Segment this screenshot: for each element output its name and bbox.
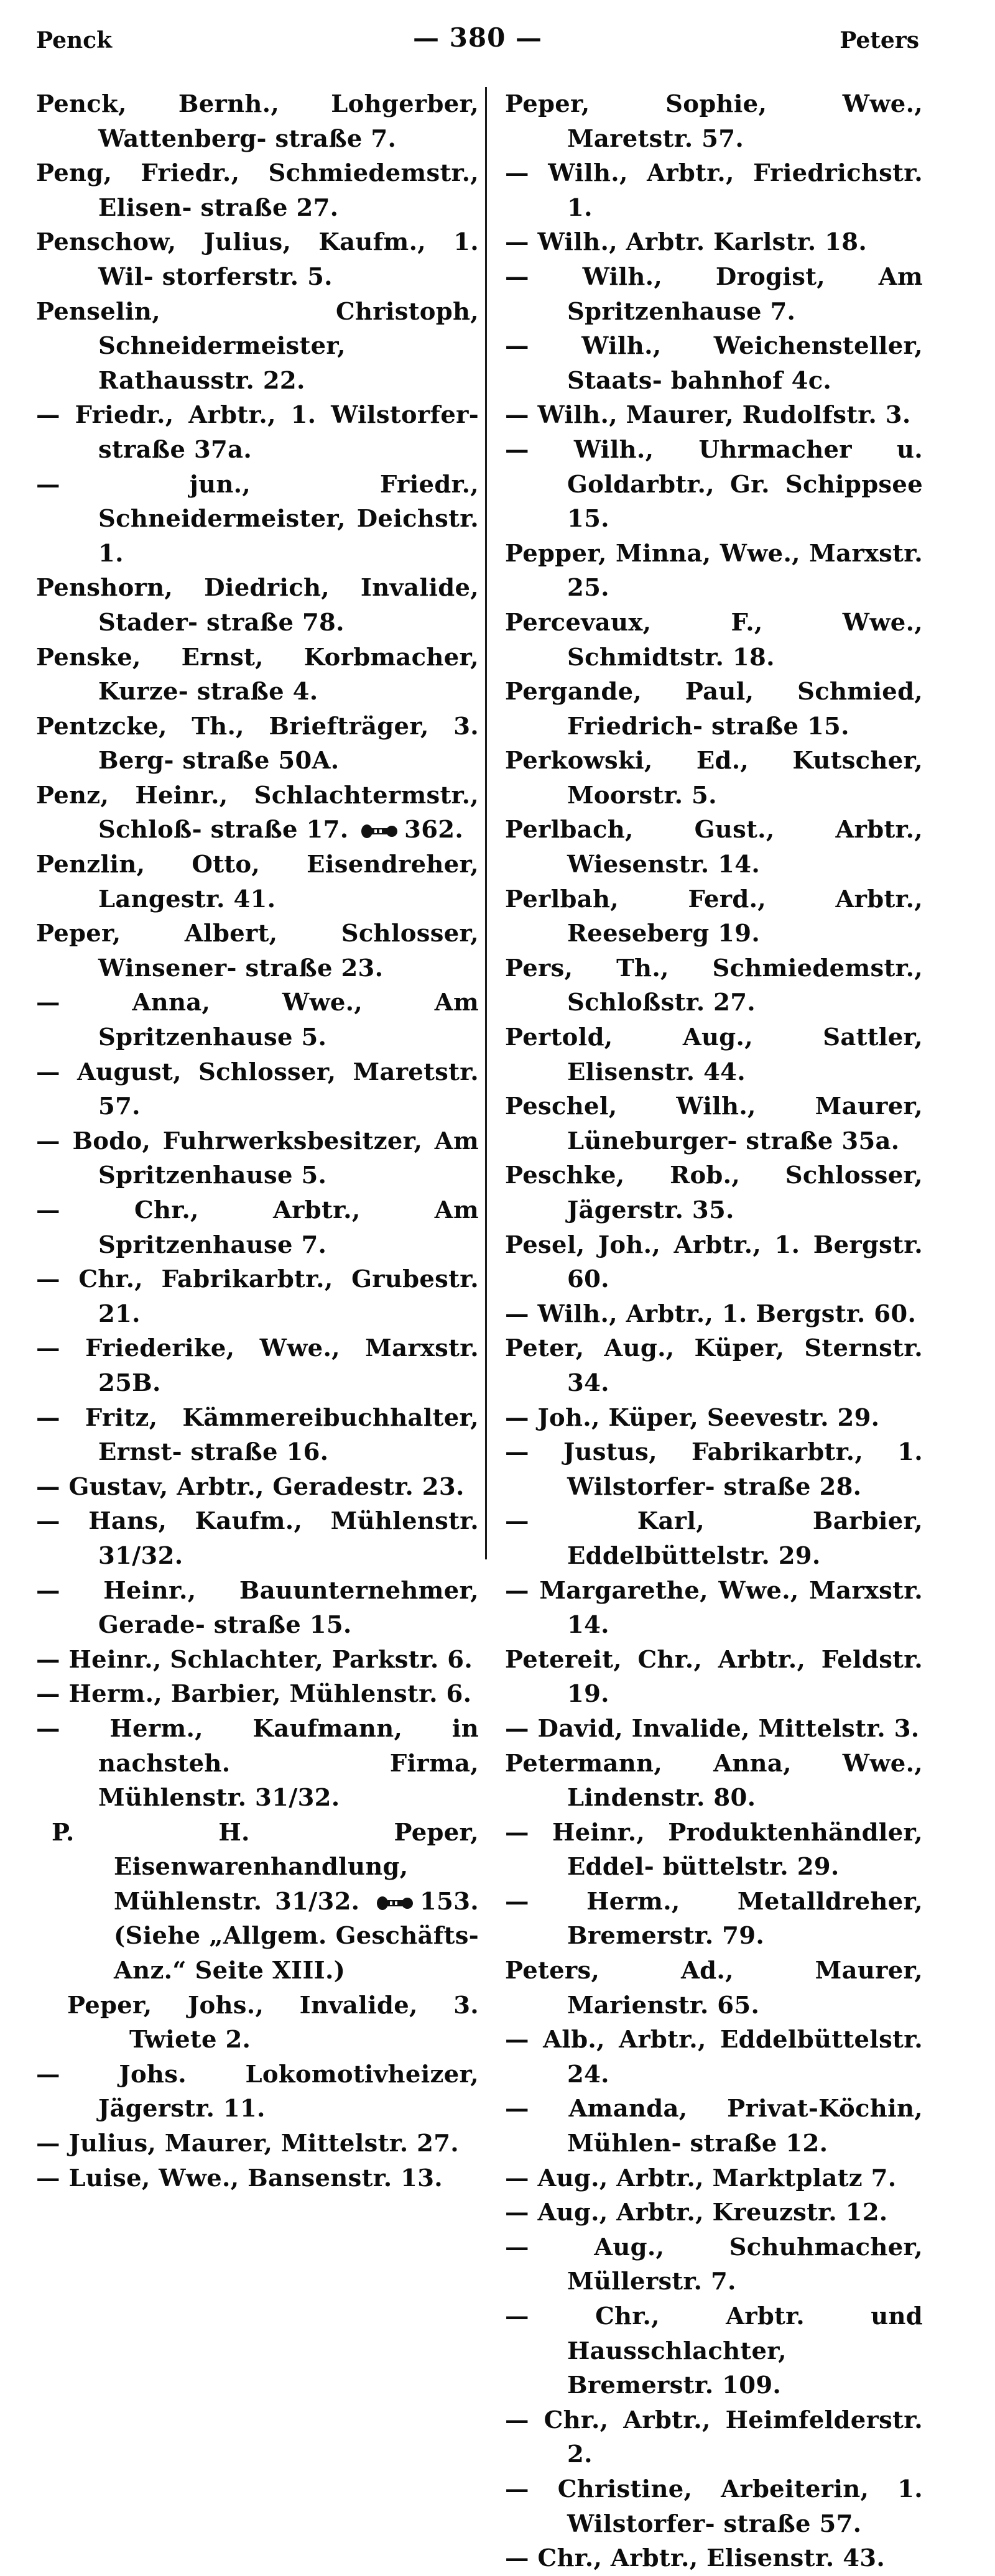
- directory-entry: [36, 468, 479, 571]
- directory-entry: [505, 813, 923, 882]
- directory-entry: [36, 156, 479, 225]
- left-column: [36, 87, 479, 2192]
- directory-entry: [36, 640, 479, 709]
- entry-text: — Aug., Arbtr., Marktplatz 7.: [505, 2164, 897, 2192]
- directory-entry: [36, 916, 479, 986]
- entry-text: Penz, Heinr., Schlachtermstr., Schloß- straße 17.: [36, 781, 479, 844]
- entry-text: — Margarethe, Wwe., Marxstr. 14.: [505, 1576, 923, 1640]
- entry-text: — Johs. Lokomotivheizer, Jägerstr. 11.: [36, 2060, 479, 2123]
- directory-entry: [36, 778, 479, 847]
- directory-entry: [36, 1988, 479, 2057]
- directory-entry: [505, 2403, 923, 2472]
- directory-entry: [36, 1643, 479, 1678]
- entry-text: Penselin, Christoph, Schneidermeister, Rathausstr. 22.: [36, 297, 479, 395]
- page-header: [36, 22, 919, 60]
- entry-text: — Heinr., Bauunternehmer, Gerade- straße 15.: [36, 1576, 479, 1640]
- entry-text: — Wilh., Weichensteller, Staats- bahnhof 4c.: [505, 332, 923, 395]
- entry-text: — Chr., Arbtr., Elisenstr. 43.: [505, 2544, 886, 2573]
- entry-text: Perkowski, Ed., Kutscher, Moorstr. 5.: [505, 747, 923, 810]
- entry-text: — Chr., Fabrikarbtr., Grubestr. 21.: [36, 1265, 479, 1328]
- entry-text: Pergande, Paul, Schmied, Friedrich- straße 15.: [505, 678, 923, 741]
- directory-entry: [36, 1124, 479, 1193]
- directory-entry: [505, 87, 923, 156]
- directory-entry: [505, 1712, 923, 1747]
- entry-text: Penshorn, Diedrich, Invalide, Stader- straße 78.: [36, 574, 479, 637]
- directory-entry: [36, 709, 479, 778]
- directory-entry: [36, 986, 479, 1055]
- entry-text: — Wilh., Uhrmacher u. Goldarbtr., Gr. Schippsee 15.: [505, 435, 923, 533]
- directory-entry: [505, 951, 923, 1020]
- entry-text: Peng, Friedr., Schmiedemstr., Elisen- straße 27.: [36, 159, 479, 222]
- entry-text: — Wilh., Arbtr. Karlstr. 18.: [505, 228, 868, 257]
- directory-entry: [36, 225, 479, 294]
- directory-entry: [505, 1504, 923, 1573]
- entry-text: Pentzcke, Th., Briefträger, 3. Berg- straße 50A.: [36, 712, 479, 775]
- entry-text: — Bodo, Fuhrwerksbesitzer, Am Spritzenhause 5.: [36, 1127, 479, 1190]
- entry-text: — Gustav, Arbtr., Geradestr. 23.: [36, 1472, 465, 1501]
- directory-entry: [36, 2057, 479, 2126]
- entry-text: — Chr., Arbtr., Heimfelderstr. 2.: [505, 2406, 923, 2469]
- directory-entry: [505, 1574, 923, 1643]
- directory-entry: [505, 744, 923, 813]
- directory-entry: [505, 1816, 923, 1885]
- directory-entry: [505, 1089, 923, 1158]
- entry-text: — Chr., Arbtr. und Hausschlachter, Bremerstr. 109.: [505, 2302, 923, 2400]
- entry-text: Peschel, Wilh., Maurer, Lüneburger- straße 35a.: [505, 1092, 923, 1155]
- directory-entry: [36, 1331, 479, 1400]
- page-number: — 380 —: [413, 22, 542, 53]
- directory-entry: [505, 329, 923, 398]
- entry-text: — Chr., Arbtr., Am Spritzenhause 7.: [36, 1196, 479, 1259]
- entry-text: — Justus, Fabrikarbtr., 1. Wilstorfer- straße 28.: [505, 1438, 923, 1501]
- directory-entry: [36, 1055, 479, 1124]
- entry-text: Perlbah, Ferd., Arbtr., Reeseberg 19.: [505, 885, 923, 948]
- directory-entry: [505, 2472, 923, 2541]
- directory-entry: [36, 1677, 479, 1712]
- phone-number: 153.: [420, 1887, 479, 1916]
- directory-entry: [505, 1435, 923, 1504]
- header-last-name: Peters: [840, 27, 919, 53]
- entry-text: P. H. Peper, Eisenwarenhandlung, Mühlenstr. 31/32.: [52, 1818, 479, 1916]
- entry-text: — August, Schlosser, Maretstr. 57.: [36, 1058, 479, 1121]
- entry-text: — Heinr., Produktenhändler, Eddel- büttelstr. 29.: [505, 1818, 923, 1881]
- directory-entry: [36, 1504, 479, 1573]
- directory-entry: [36, 2126, 479, 2161]
- entry-text: — Aug., Arbtr., Kreuzstr. 12.: [505, 2199, 888, 2227]
- header-first-name: Penck: [36, 27, 113, 53]
- entry-text: — Wilh., Maurer, Rudolfstr. 3.: [505, 401, 911, 430]
- directory-entry: [36, 1262, 479, 1331]
- entry-text: — David, Invalide, Mittelstr. 3.: [505, 1714, 920, 1743]
- entry-text: — Christine, Arbeiterin, 1. Wilstorfer- straße 57.: [505, 2475, 923, 2538]
- entry-text: — Herm., Barbier, Mühlenstr. 6.: [36, 1680, 472, 1709]
- directory-entry: [36, 1574, 479, 1643]
- entry-text: — Karl, Barbier, Eddelbüttelstr. 29.: [505, 1507, 923, 1570]
- directory-entry: [36, 571, 479, 640]
- right-column: [505, 87, 923, 2573]
- telephone-icon: [361, 823, 398, 839]
- entry-text: — Alb., Arbtr., Eddelbüttelstr. 24.: [505, 2026, 923, 2089]
- entry-text: — Wilh., Arbtr., Friedrichstr. 1.: [505, 159, 923, 222]
- entry-text: Penske, Ernst, Korbmacher, Kurze- straße 4.: [36, 643, 479, 706]
- directory-entry: [505, 260, 923, 329]
- directory-entry: [505, 156, 923, 225]
- directory-entry: [36, 1816, 479, 1988]
- entry-text: — Amanda, Privat-Köchin, Mühlen- straße 12.: [505, 2095, 923, 2158]
- directory-entry: [505, 2161, 923, 2196]
- directory-entry: [505, 882, 923, 951]
- directory-entry: [505, 1643, 923, 1712]
- entry-text: Peschke, Rob., Schlosser, Jägerstr. 35.: [505, 1161, 923, 1224]
- directory-entry: [505, 398, 923, 433]
- entry-text: — Wilh., Arbtr., 1. Bergstr. 60.: [505, 1300, 917, 1328]
- entry-text: — Herm., Metalldreher, Bremerstr. 79.: [505, 1887, 923, 1950]
- entry-text: — Heinr., Schlachter, Parkstr. 6.: [36, 1645, 473, 1674]
- directory-entry: [36, 1193, 479, 1262]
- directory-entry: [505, 537, 923, 606]
- entry-text: — Joh., Küper, Seevestr. 29.: [505, 1403, 880, 1432]
- entry-text: Peters, Ad., Maurer, Marienstr. 65.: [505, 1957, 923, 2020]
- entry-text: — Aug., Schuhmacher, Müllerstr. 7.: [505, 2233, 923, 2296]
- entry-note: (Siehe „Allgem. Geschäfts-Anz.“ Seite XIII.): [114, 1922, 479, 1985]
- entry-text: Penschow, Julius, Kaufm., 1. Wil- storferstr. 5.: [36, 228, 479, 291]
- entry-text: Penck, Bernh., Lohgerber, Wattenberg- straße 7.: [36, 90, 479, 153]
- entry-text: — Hans, Kaufm., Mühlenstr. 31/32.: [36, 1507, 479, 1570]
- directory-entry: [505, 2023, 923, 2092]
- entry-text: Peper, Johs., Invalide, 3. Twiete 2.: [67, 1991, 479, 2054]
- directory-entry: [505, 1331, 923, 1400]
- entry-text: Perlbach, Gust., Arbtr., Wiesenstr. 14.: [505, 816, 923, 879]
- entry-text: Peper, Sophie, Wwe., Maretstr. 57.: [505, 90, 923, 153]
- directory-entry: [36, 1712, 479, 1816]
- directory-entry: [36, 847, 479, 916]
- directory-entry: [36, 1470, 479, 1505]
- directory-entry: [505, 2299, 923, 2403]
- directory-entry: [505, 2092, 923, 2161]
- entry-text: Pesel, Joh., Arbtr., 1. Bergstr. 60.: [505, 1230, 923, 1294]
- entry-text: Petereit, Chr., Arbtr., Feldstr. 19.: [505, 1645, 923, 1709]
- entry-text: Percevaux, F., Wwe., Schmidtstr. 18.: [505, 608, 923, 672]
- directory-entry: [505, 1747, 923, 1816]
- directory-entry: [505, 675, 923, 744]
- telephone-icon: [376, 1895, 414, 1911]
- directory-entry: [505, 1885, 923, 1954]
- entry-text: — jun., Friedr., Schneidermeister, Deichstr. 1.: [36, 470, 479, 568]
- entry-text: — Herm., Kaufmann, in nachsteh. Firma, Mühlenstr. 31/32.: [36, 1714, 479, 1812]
- directory-entry: [505, 606, 923, 675]
- directory-entry: [36, 295, 479, 399]
- entry-text: — Anna, Wwe., Am Spritzenhause 5.: [36, 989, 479, 1052]
- entry-text: — Friedr., Arbtr., 1. Wilstorfer- straße 37a.: [36, 401, 479, 464]
- directory-entry: [36, 1401, 479, 1470]
- directory-entry: [505, 1020, 923, 1089]
- directory-entry: [505, 1401, 923, 1436]
- entry-text: Penzlin, Otto, Eisendreher, Langestr. 41.: [36, 851, 479, 913]
- directory-entry: [505, 1158, 923, 1227]
- column-divider: [485, 87, 487, 1559]
- directory-entry: [505, 2541, 923, 2576]
- entry-text: — Friederike, Wwe., Marxstr. 25B.: [36, 1334, 479, 1397]
- directory-entry: [36, 398, 479, 467]
- entry-text: Petermann, Anna, Wwe., Lindenstr. 80.: [505, 1749, 923, 1812]
- entry-text: Pertold, Aug., Sattler, Elisenstr. 44.: [505, 1023, 923, 1086]
- directory-entry: [505, 225, 923, 260]
- directory-entry: [505, 2230, 923, 2299]
- directory-entry: [505, 1954, 923, 2023]
- directory-entry: [505, 1228, 923, 1297]
- entry-text: Peter, Aug., Küper, Sternstr. 34.: [505, 1334, 923, 1397]
- directory-entry: [36, 2161, 479, 2196]
- directory-entry: [505, 1297, 923, 1332]
- directory-entry: [505, 433, 923, 537]
- entry-text: — Luise, Wwe., Bansenstr. 13.: [36, 2164, 443, 2192]
- entry-text: — Fritz, Kämmereibuchhalter, Ernst- straße 16.: [36, 1403, 479, 1467]
- entry-text: — Wilh., Drogist, Am Spritzenhause 7.: [505, 262, 923, 326]
- directory-entry: [505, 2195, 923, 2230]
- entry-text: Pepper, Minna, Wwe., Marxstr. 25.: [505, 539, 923, 602]
- entry-text: Peper, Albert, Schlosser, Winsener- straße 23.: [36, 920, 479, 982]
- entry-text: Pers, Th., Schmiedemstr., Schloßstr. 27.: [505, 954, 923, 1017]
- phone-number: 362.: [404, 816, 464, 844]
- entry-text: — Julius, Maurer, Mittelstr. 27.: [36, 2130, 459, 2158]
- directory-entry: [36, 87, 479, 156]
